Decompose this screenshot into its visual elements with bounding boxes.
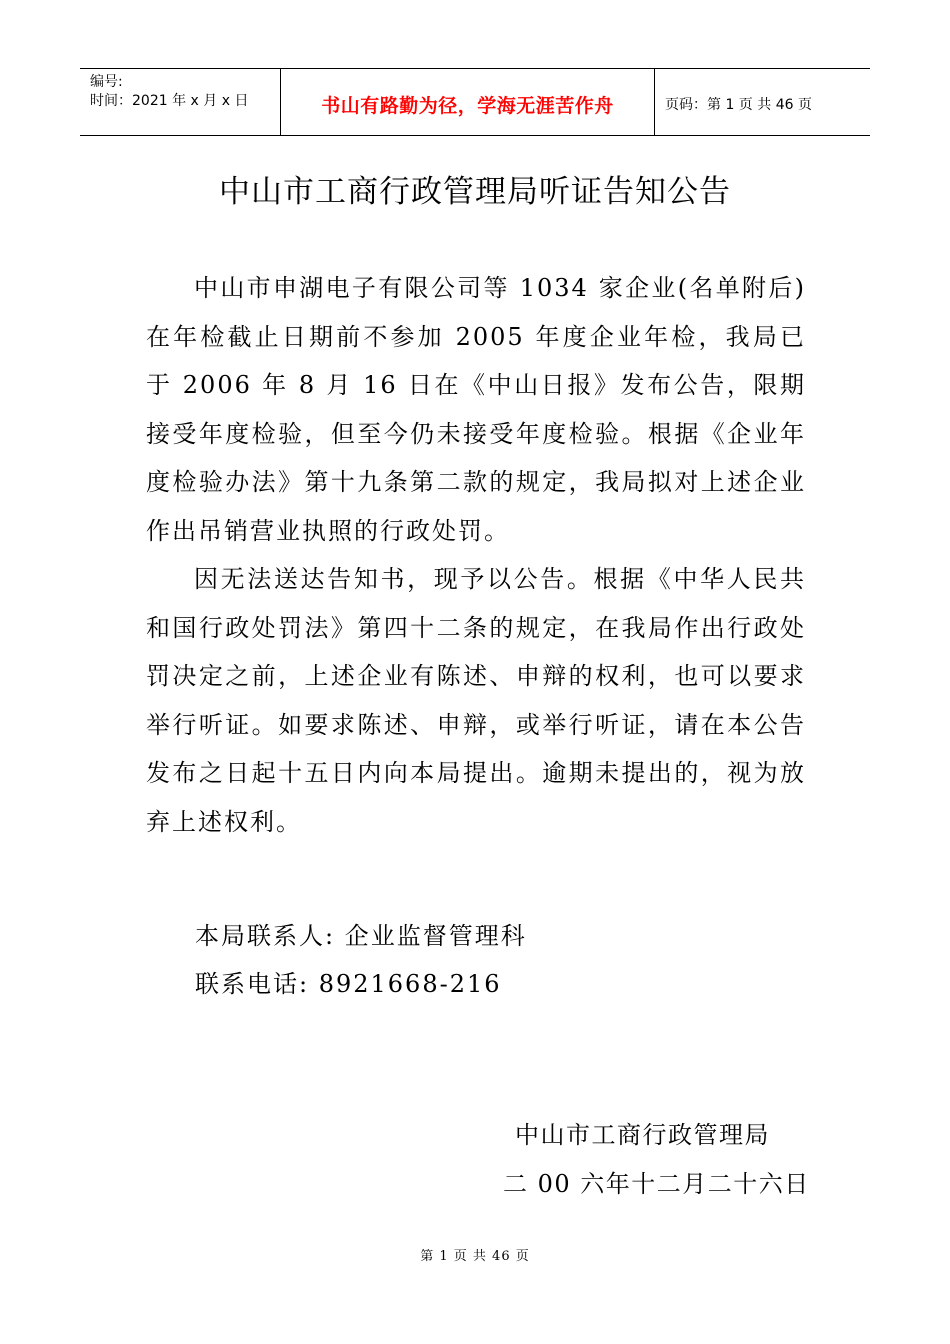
- paragraph-1: 中山市申湖电子有限公司等 1034 家企业(名单附后)在年检截止日期前不参加 2005 年度企业年检，我局已于 2006 年 8 月 16 日在《中山日报》发布公告，限期接受年度检验，但至今仍未接受年度检验。根据《企业年度检验办法》第十九条第二款的规定，我局拟对上述企业作出吊销营业执照的行政处罚。: [146, 274, 806, 545]
- signature-org: 中山市工商行政管理局: [515, 1121, 770, 1149]
- header-meta-cell: [80, 69, 281, 135]
- notice-body: [146, 264, 806, 846]
- number-label: 编号:: [90, 74, 123, 90]
- motto-text: 书山有路勤为径，学海无涯苦作舟: [321, 94, 614, 117]
- header-motto-cell: [281, 69, 655, 135]
- page-info: 页码：第 1 页 共 46 页: [665, 97, 812, 113]
- signature-date: 二 00 六年十二月二十六日: [503, 1170, 810, 1198]
- page-title: 中山市工商行政管理局听证告知公告: [219, 174, 731, 210]
- paragraph-2: 因无法送达告知书，现予以公告。根据《中华人民共和国行政处罚法》第四十二条的规定，在我局作出行政处罚决定之前，上述企业有陈述、申辩的权利，也可以要求举行听证。如要求陈述、申辩，或举行听证，请在本公告发布之日起十五日内向本局提出。逾期未提出的，视为放弃上述权利。: [146, 565, 806, 836]
- contact-phone: 联系电话: 8921668-216: [195, 970, 502, 998]
- page-footer: 第 1 页 共 46 页: [420, 1249, 530, 1264]
- contact-person: 本局联系人: 企业监督管理科: [195, 922, 527, 950]
- time-label: 时间：2021 年 x 月 x 日: [90, 93, 249, 109]
- header-table: [80, 68, 870, 136]
- header-page-cell: [655, 69, 870, 135]
